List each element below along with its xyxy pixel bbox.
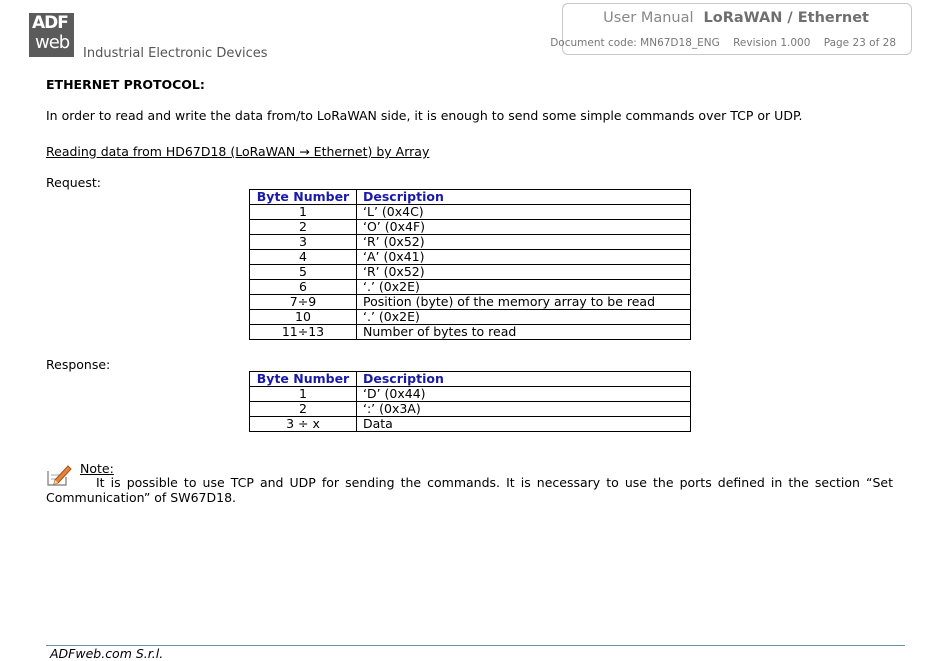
- description-cell: ‘R’ (0x52): [357, 235, 691, 250]
- footer-company: ADFweb.com S.r.l.: [50, 646, 164, 661]
- table-header-row: [250, 372, 691, 387]
- description-cell: Position (byte) of the memory array to be read: [357, 295, 691, 310]
- company-tagline: Industrial Electronic Devices: [83, 46, 268, 61]
- description-cell: Data: [357, 417, 691, 432]
- column-header-description: Description: [357, 372, 691, 387]
- table-row: [250, 265, 691, 280]
- logo-text-bottom: web: [35, 32, 70, 53]
- byte-number-cell: 5: [250, 265, 357, 280]
- manual-label: User Manual: [603, 10, 694, 26]
- description-cell: ‘.’ (0x2E): [357, 310, 691, 325]
- description-cell: ‘L’ (0x4C): [357, 205, 691, 220]
- table-row: [250, 280, 691, 295]
- table-row: [250, 220, 691, 235]
- byte-number-cell: 3: [250, 235, 357, 250]
- table-row: [250, 325, 691, 340]
- byte-number-cell: 6: [250, 280, 357, 295]
- document-header-box: [550, 3, 912, 55]
- response-label: Response:: [46, 357, 111, 372]
- column-header-byte-number: Byte Number: [250, 372, 357, 387]
- description-cell: ‘O’ (0x4F): [357, 220, 691, 235]
- section-heading: ETHERNET PROTOCOL:: [46, 77, 205, 92]
- document-code: Document code: MN67D18_ENG: [550, 37, 720, 49]
- column-header-byte-number: Byte Number: [250, 190, 357, 205]
- revision: Revision 1.000: [733, 37, 811, 49]
- description-cell: Number of bytes to read: [357, 325, 691, 340]
- description-cell: ‘.’ (0x2E): [357, 280, 691, 295]
- byte-number-cell: 2: [250, 220, 357, 235]
- table-row: [250, 387, 691, 402]
- table-header-row: [250, 190, 691, 205]
- document-meta: [550, 37, 896, 49]
- logo-text-top: ADF: [32, 13, 68, 33]
- request-table: [249, 189, 691, 340]
- note-text: It is possible to use TCP and UDP for sending the commands. It is necessary to use the ports defined in the section “Set Communication” of SW67D18.: [46, 475, 893, 505]
- byte-number-cell: 4: [250, 250, 357, 265]
- manual-title: [603, 10, 869, 26]
- page-number: Page 23 of 28: [823, 37, 896, 49]
- column-header-description: Description: [357, 190, 691, 205]
- byte-number-cell: 1: [250, 205, 357, 220]
- note-label: Note:: [80, 461, 114, 476]
- table-row: [250, 235, 691, 250]
- response-table: [249, 371, 691, 432]
- request-label: Request:: [46, 175, 101, 190]
- adfweb-logo: [29, 13, 74, 57]
- table-row: [250, 295, 691, 310]
- table-row: [250, 310, 691, 325]
- byte-number-cell: 10: [250, 310, 357, 325]
- description-cell: ‘R’ (0x52): [357, 265, 691, 280]
- table-row: [250, 417, 691, 432]
- footer-rule: [46, 645, 905, 646]
- byte-number-cell: 11÷13: [250, 325, 357, 340]
- description-cell: ‘D’ (0x44): [357, 387, 691, 402]
- byte-number-cell: 2: [250, 402, 357, 417]
- subsection-heading: Reading data from HD67D18 (LoRaWAN → Ethernet) by Array: [46, 144, 430, 159]
- description-cell: ‘:’ (0x3A): [357, 402, 691, 417]
- table-row: [250, 250, 691, 265]
- byte-number-cell: 7÷9: [250, 295, 357, 310]
- table-row: [250, 402, 691, 417]
- byte-number-cell: 3 ÷ x: [250, 417, 357, 432]
- table-row: [250, 205, 691, 220]
- product-name: LoRaWAN / Ethernet: [703, 10, 869, 26]
- byte-number-cell: 1: [250, 387, 357, 402]
- intro-paragraph: In order to read and write the data from/to LoRaWAN side, it is enough to send some simple commands over TCP or UDP.: [46, 108, 803, 123]
- description-cell: ‘A’ (0x41): [357, 250, 691, 265]
